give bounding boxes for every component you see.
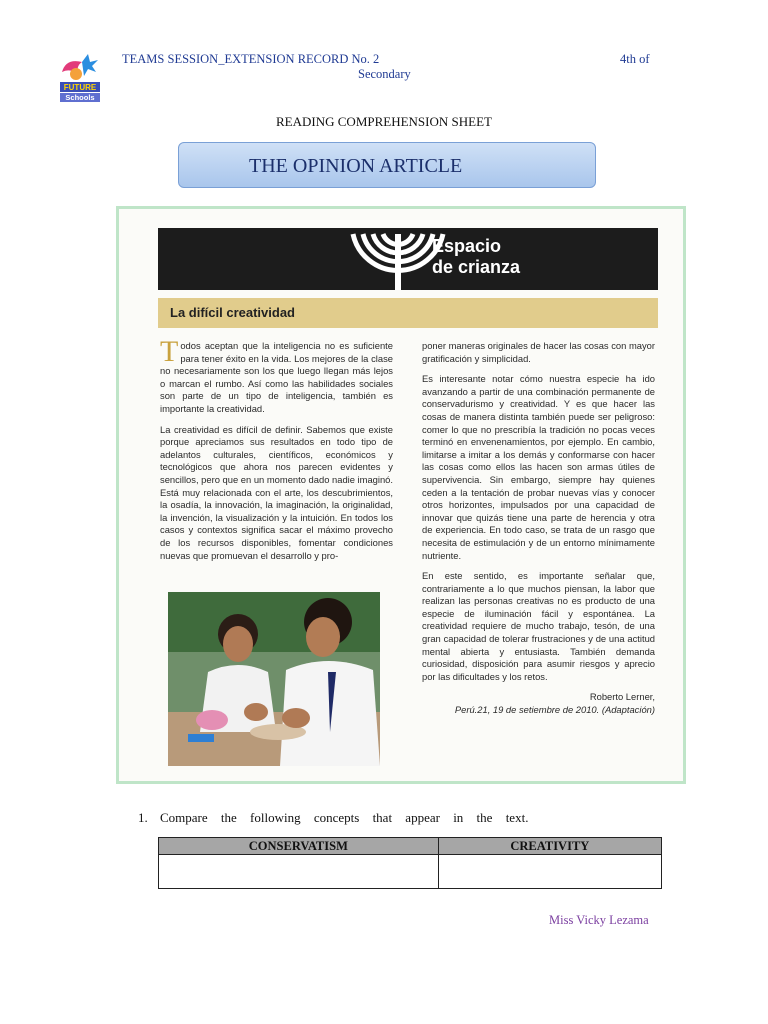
table-row xyxy=(159,855,662,889)
drop-cap: T xyxy=(160,335,179,368)
svg-text:FUTURE: FUTURE xyxy=(63,83,97,92)
paragraph: poner maneras originales de hacer las cosas con mayor gratificación y simplicidad. xyxy=(422,340,655,364)
teacher-name: Miss Vicky Lezama xyxy=(549,913,649,927)
creativity-answer-cell[interactable] xyxy=(438,855,661,889)
question-number: 1. xyxy=(138,810,148,825)
banner-title: THE OPINION ARTICLE xyxy=(249,155,463,177)
question-text: Compare the following concepts that appear in the text. xyxy=(160,810,529,825)
column-header-conservatism: CONSERVATISM xyxy=(159,838,439,855)
paragraph: En este sentido, es importante señalar que, contrariamente a lo que muchos piensan, la labor que realizan las personas creativas no es producto de una especie de iluminación fácil y espontánea. La creatividad requiere de mucho trabajo, tesón, de una gran capacidad de tolerar frustraciones y de una actitud mental abierta y entusiasta. También demanda curiosidad, disposición para asumir riesgos y aprecio por las dificultades y los retos. xyxy=(422,570,655,682)
section-header-band xyxy=(158,228,658,290)
paragraph xyxy=(160,335,393,416)
school-logo xyxy=(56,52,104,106)
future-schools-logo-icon xyxy=(56,52,104,106)
section-title-line2: de crianza xyxy=(432,257,521,277)
paragraph: Es interesante notar cómo nuestra especie ha ido avanzando a partir de una combinación permanente de conservadurismo y creatividad. Y es que hacer las cosas de manera distinta también puede ser peligroso: comer lo que no prescribía la tradición no pocas veces terminó en envenenamientos, por ejemplo. En cambio, limitarse a imitar a los demás y conformarse con hacer las cosas como ellos las hacen son armas útiles de supervivencia. Sin embargo, siempre hay quienes ceden a la tentación de probar nuevas vías y conocer otros horizontes, impulsados por una capacidad de innovar que quizás tiene una parte de herencia y otra de experiencia. En todo caso, se trata de un rasgo que necesita de estimulación y de un entorno mínimamente nutriente. xyxy=(422,373,655,561)
paragraph-text: odos aceptan que la inteligencia no es suficiente para tener éxito en la vida. Los mejores de la clase no necesariamente son los que luego llegan más lejos o marcan el rumbo. Así como las habilidades sociales son parte de un tipo de inteligencia, también es importante la creatividad. xyxy=(160,340,393,414)
comparison-table xyxy=(158,837,662,889)
column-header-creativity: CREATIVITY xyxy=(438,838,661,855)
article-column-2 xyxy=(422,340,655,717)
article-column-1 xyxy=(160,335,393,570)
section-title-line1: Espacio xyxy=(432,236,502,256)
sheet-title: READING COMPREHENSION SHEET xyxy=(276,114,492,129)
svg-text:Schools: Schools xyxy=(65,93,95,102)
section-emblem-icon xyxy=(158,228,658,290)
paragraph: La creatividad es difícil de definir. Sabemos que existe porque apreciamos sus resultados en todo tipo de adelantos culturales, científicos, económicos y tecnológicos que ahora nos parecen evidentes y sencillos, pero que en un momento dado nadie imaginó. Está muy relacionada con el arte, los descubrimientos, la osadía, la innovación, la imaginación, la originalidad, la invención, la visualización y la intuición. En todos los casos y contextos significa sacar el máximo provecho de los recursos disponibles, fomentar condiciones nuevas que promuevan el desarrollo y pro- xyxy=(160,423,393,561)
article-source: Perú.21, 19 de setiembre de 2010. (Adaptación) xyxy=(454,704,655,716)
article-headline: La difícil creatividad xyxy=(170,305,295,320)
table-header-row xyxy=(159,838,662,855)
record-label: TEAMS SESSION_EXTENSION RECORD No. 2 xyxy=(122,52,380,66)
students-photo-icon xyxy=(168,592,380,766)
question-1 xyxy=(138,810,558,826)
grade-sub-label: Secondary xyxy=(358,67,411,81)
article-author: Roberto Lerner, xyxy=(589,691,655,703)
students-photo xyxy=(168,592,380,766)
title-banner xyxy=(178,142,596,188)
section-title xyxy=(432,236,520,278)
conservatism-answer-cell[interactable] xyxy=(159,855,439,889)
grade-label: 4th of xyxy=(620,52,650,66)
